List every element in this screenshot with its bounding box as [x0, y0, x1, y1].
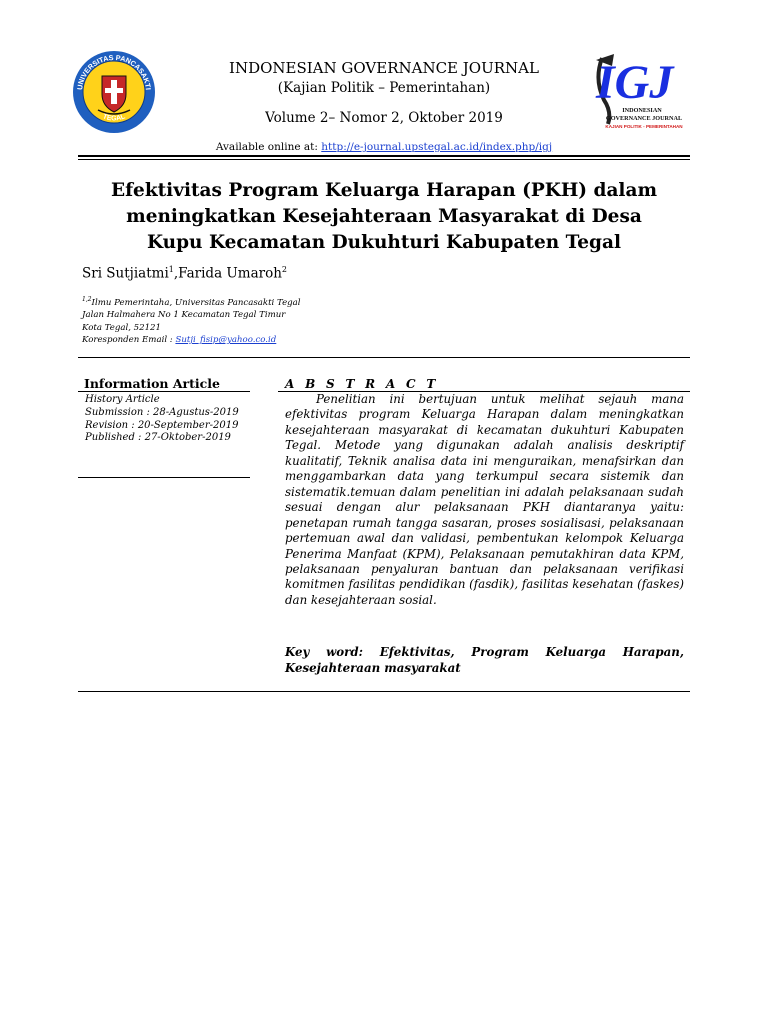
affiliation-line-1: Ilmu Pemerintaha, Universitas Pancasakti Tegal — [91, 297, 301, 308]
volume-issue: Volume 2– Nomor 2, Oktober 2019 — [265, 110, 503, 126]
abstract-heading: A B S T R A C T — [285, 377, 439, 391]
available-online — [0, 141, 768, 153]
history-article — [85, 394, 239, 445]
info-article-heading: Information Article — [84, 376, 220, 391]
author-1-sup: 1 — [168, 265, 174, 274]
affiliation — [82, 294, 301, 346]
author-1: Sri Sutjiatmi — [82, 265, 169, 282]
journal-subtitle: (Kajian Politik – Pemerintahan) — [277, 80, 491, 96]
igj-line1: INDONESIAN — [622, 107, 662, 114]
journal-title: INDONESIAN GOVERNANCE JOURNAL — [229, 59, 539, 77]
journal-url-link[interactable]: http://e-journal.upstegal.ac.id/index.php/igj — [321, 141, 553, 153]
author-2: ,Farida Umaroh — [173, 265, 282, 282]
submission-date: Submission : 28-Agustus-2019 — [85, 406, 239, 418]
paper-title: Efektivitas Program Keluarga Harapan (PKH) dalam meningkatkan Kesejahteraan Masyarakat di Desa Kupu Kecamatan Dukuhturi Kabupaten Tegal — [110, 180, 658, 253]
igj-line3: KAJIAN POLITIK - PEMERINTAHAN — [605, 124, 683, 129]
published-date: Published : 27-Oktober-2019 — [85, 432, 231, 444]
history-label: History Article — [85, 394, 160, 405]
authors — [82, 265, 287, 282]
keywords: Key word: Efektivitas, Program Keluarga Harapan, Kesejahteraan masyarakat — [285, 645, 684, 675]
seal-text-bottom: TEGAL — [101, 113, 127, 123]
section-rule — [78, 357, 690, 358]
author-2-sup: 2 — [281, 265, 288, 274]
revision-date: Revision : 20-September-2019 — [85, 419, 239, 431]
info-rule-top — [78, 391, 250, 392]
correspondent-email-link[interactable]: Sutji_fisip@yahoo.co.id — [175, 335, 277, 346]
correspondent-label: Koresponden Email : — [82, 335, 176, 346]
abstract-body: Penelitian ini bertujuan untuk melihat sejauh mana efektivitas program Keluarga Harapan dalam meningkatkan kesejahteraan masyarakat di kecamatan dukuhturi Kabupaten Tegal. Metode yang digunakan adalah analisis deskriptif kualitatif, Teknik analisa data ini menguraikan, menafsirkan dan menggambarkan data yang terkumpul secara sistemik dan sistematik.temuan dalam penelitian ini adalah pelaksanaan sudah sesuai dengan alur pelaksanaan PKH diantaranya yaitu: penetapan rumah tangga sasaran, proses sosialisasi, pelaksanaan pertemuan awal dan validasi, pembentukan kelompok Keluarga Penerima Manfaat (KPM), Pelaksanaan pemutakhiran data KPM, pelaksanaan penyaluran bantuan dan pelaksanaan verifikasi komitmen fasilitas pendidikan (fasdik), fasilitas kesehatan (faskes) dan kesejahteraan sosial. — [285, 392, 684, 607]
affiliation-line-3: Kota Tegal, 52121 — [82, 322, 161, 333]
header-rule-thin — [78, 159, 690, 160]
affiliation-line-2: Jalan Halmahera No 1 Kecamatan Tegal Timur — [82, 310, 286, 321]
info-rule-bottom — [78, 477, 250, 478]
igj-letters: IGJ — [596, 56, 674, 109]
seal-text-top: UNIVERSITAS PANCASAKTI — [75, 52, 153, 91]
affiliation-sup: 1,2 — [82, 296, 92, 303]
igj-line2: GOVERNANCE JOURNAL — [605, 115, 683, 122]
header-rule-thick — [78, 155, 690, 157]
available-label: Available online at: — [215, 141, 322, 153]
bottom-rule — [78, 691, 690, 692]
